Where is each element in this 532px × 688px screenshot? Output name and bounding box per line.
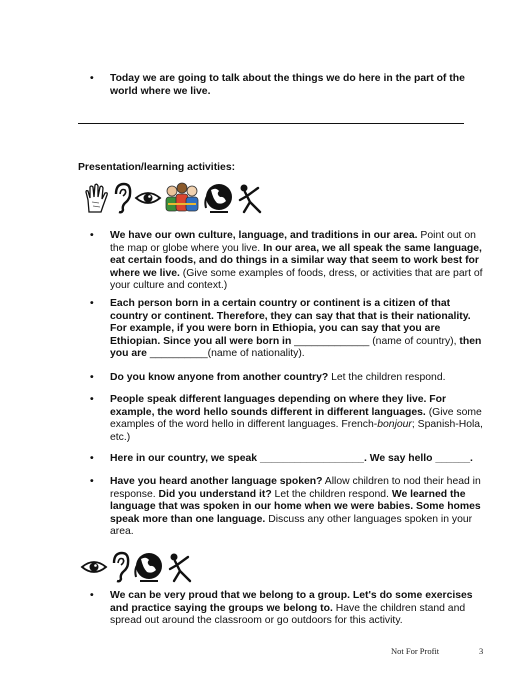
bullet-dot: • [90, 453, 94, 464]
ear-icon [110, 551, 130, 583]
list-item-text: Do you know anyone from another country? Let the children respond. [110, 372, 446, 383]
page-number: 3 [479, 646, 484, 656]
bullet-dot: • [90, 230, 94, 241]
bullet-dot: • [90, 73, 94, 84]
globe-head-icon [132, 551, 164, 583]
stretching-person-icon [166, 551, 194, 583]
list-item-text: People speak different languages depending on where they live. For example, the word hello sounds different in different languages. (Give some examples of the word hello in different languages. French-bonjour; Spanish-Hola, etc.) [110, 394, 483, 443]
stretching-person-icon [236, 182, 264, 214]
globe-head-icon [202, 182, 234, 214]
footer-label: Not For Profit [391, 646, 440, 656]
bullet-dot: • [90, 394, 94, 405]
activity-icons-top [84, 182, 264, 214]
children-group-icon [164, 182, 200, 214]
bullet-dot: • [90, 590, 94, 601]
list-item-text: We can be very proud that we belong to a group. Let's do some exercises and practice saying the groups we belong to. Have the children stand and spread out around the classroom or go outdoors for this activity. [110, 590, 473, 627]
list-item [90, 590, 490, 628]
bullet-dot: • [90, 298, 94, 309]
list-item-text: Here in our country, we speak __________________. We say hello ______. [110, 453, 473, 464]
hand-icon [84, 182, 110, 214]
ear-icon [112, 182, 132, 214]
bullet-dot: • [90, 476, 94, 487]
horizontal-rule [78, 123, 464, 124]
eye-icon [80, 557, 108, 577]
activity-icons-bottom [80, 551, 194, 583]
list-item-text: Have you heard another language spoken? Allow children to nod their head in response. Did you understand it? Let the children respond. We learned the language that was spoken in our home when we were babies. Some homes speak more than one language. Discuss any other languages spoken in your area. [110, 476, 481, 538]
activities-heading: Presentation/learning activities: [78, 162, 236, 173]
bullet-dot: • [90, 372, 94, 383]
intro-bullet [90, 73, 490, 98]
list-item [90, 230, 490, 293]
list-item-text: We have our own culture, language, and traditions in our area. Point out on the map or globe where you live. In our area, we all speak the same language, eat certain foods, and do things in a similar way that seem to work best for where we live. (Give some examples of foods, dress, or activities that are part of your culture and context.) [110, 230, 483, 292]
eye-icon [134, 188, 162, 208]
list-item-text: Each person born in a certain country or continent is a citizen of that country or continent. Therefore, they can say that that is their nationality. For example, if you were born in Ethiopia, you can say that you are Ethiopian. Since you all were born in _____________ (name of country), then you are __________(name of nationality). [110, 298, 482, 360]
list-item [90, 394, 490, 444]
list-item [90, 476, 490, 539]
list-item [90, 372, 490, 385]
list-item [90, 298, 490, 361]
intro-text: Today we are going to talk about the things we do here in the part of the world where we live. [110, 73, 465, 97]
list-item [90, 453, 490, 466]
